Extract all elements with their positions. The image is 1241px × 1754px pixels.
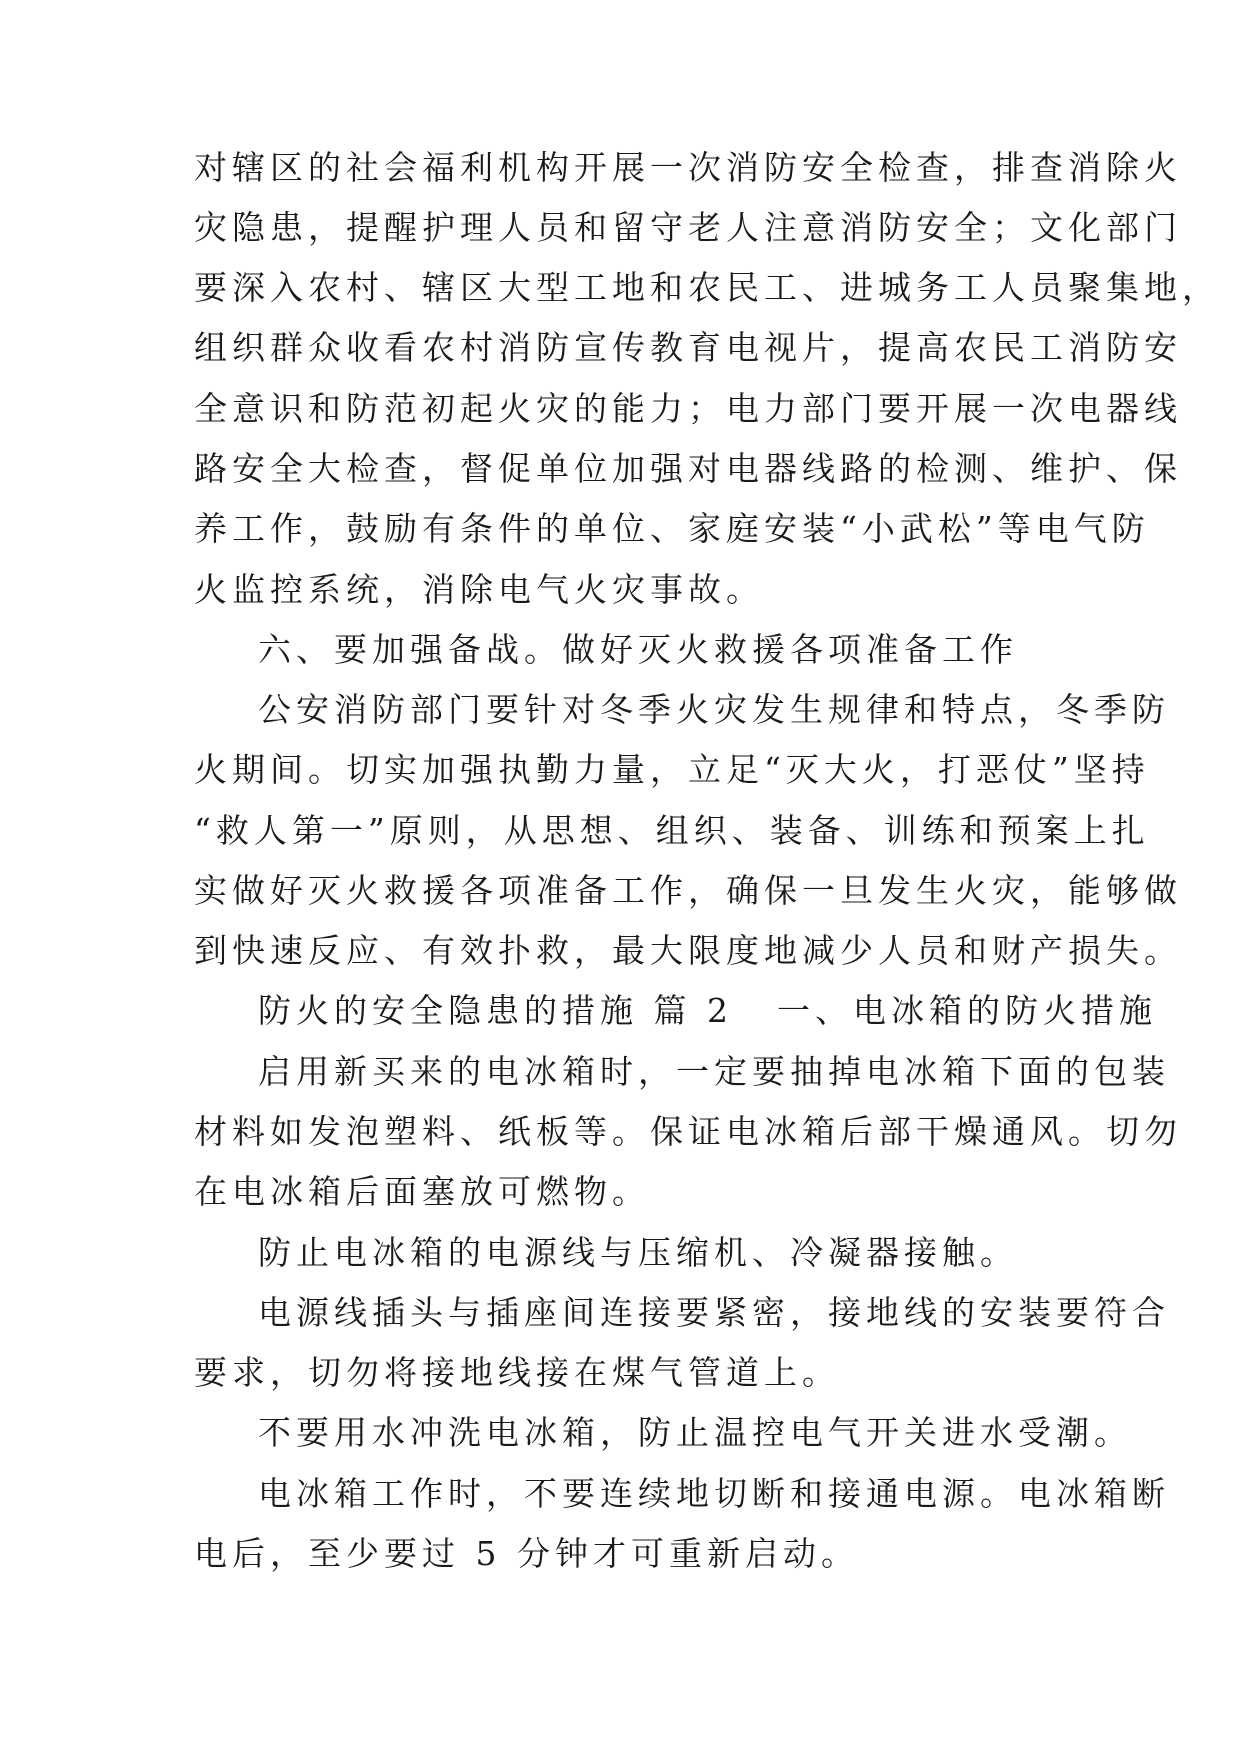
- paragraph-line: 电冰箱工作时，不要连续地切断和接通电源。电冰箱断: [258, 1474, 1170, 1513]
- paragraph-line: 火监控系统，消除电气火灾事故。: [194, 570, 764, 609]
- subsection-heading: 一、电冰箱的防火措施: [776, 991, 1157, 1030]
- part-title: 防火的安全隐患的措施 篇 2: [258, 991, 733, 1030]
- paragraph-line: 路安全大检查，督促单位加强对电器线路的检测、维护、保: [194, 449, 1182, 488]
- paragraph-line: 火期间。切实加强执勤力量，立足“灭大火，打恶仗”坚持: [194, 750, 1150, 789]
- part-heading-line: [258, 991, 1157, 1031]
- paragraph-line: 组织群众收看农村消防宣传教育电视片，提高农民工消防安: [194, 328, 1182, 367]
- paragraph-line: 实做好灭火救援各项准备工作，确保一旦发生火灾，能够做: [194, 871, 1182, 910]
- paragraph-line: 电源线插头与插座间连接要紧密，接地线的安装要符合: [258, 1293, 1170, 1332]
- paragraph-line: 灾隐患，提醒护理人员和留守老人注意消防安全；文化部门: [194, 208, 1182, 247]
- paragraph-line: 全意识和防范初起火灾的能力；电力部门要开展一次电器线: [194, 389, 1182, 428]
- paragraph-line: 电后，至少要过 5 分钟才可重新启动。: [194, 1534, 859, 1573]
- paragraph-line: 材料如发泡塑料、纸板等。保证电冰箱后部干燥通风。切勿: [194, 1112, 1182, 1151]
- paragraph-line: “救人第一”原则，从思想、组织、装备、训练和预案上扎: [194, 811, 1150, 850]
- paragraph-line: 启用新买来的电冰箱时，一定要抽掉电冰箱下面的包装: [258, 1052, 1170, 1091]
- paragraph-line: 在电冰箱后面塞放可燃物。: [194, 1172, 650, 1211]
- paragraph-line: 对辖区的社会福利机构开展一次消防安全检查，排查消除火: [194, 148, 1182, 187]
- paragraph-line: 养工作，鼓励有条件的单位、家庭安装“小武松”等电气防: [194, 509, 1150, 548]
- paragraph-line: 不要用水冲洗电冰箱，防止温控电气开关进水受潮。: [258, 1413, 1132, 1452]
- paragraph-line: 公安消防部门要针对冬季火灾发生规律和特点，冬季防: [258, 690, 1170, 729]
- paragraph-line: 要求，切勿将接地线接在煤气管道上。: [194, 1353, 840, 1392]
- paragraph-line: 到快速反应、有效扑救，最大限度地减少人员和财产损失。: [194, 931, 1182, 970]
- section-heading: 六、要加强备战。做好灭火救援各项准备工作: [258, 630, 1018, 669]
- paragraph-line: 防止电冰箱的电源线与压缩机、冷凝器接触。: [258, 1233, 1018, 1272]
- paragraph-line: 要深入农村、辖区大型工地和农民工、进城务工人员聚集地，: [194, 268, 1220, 307]
